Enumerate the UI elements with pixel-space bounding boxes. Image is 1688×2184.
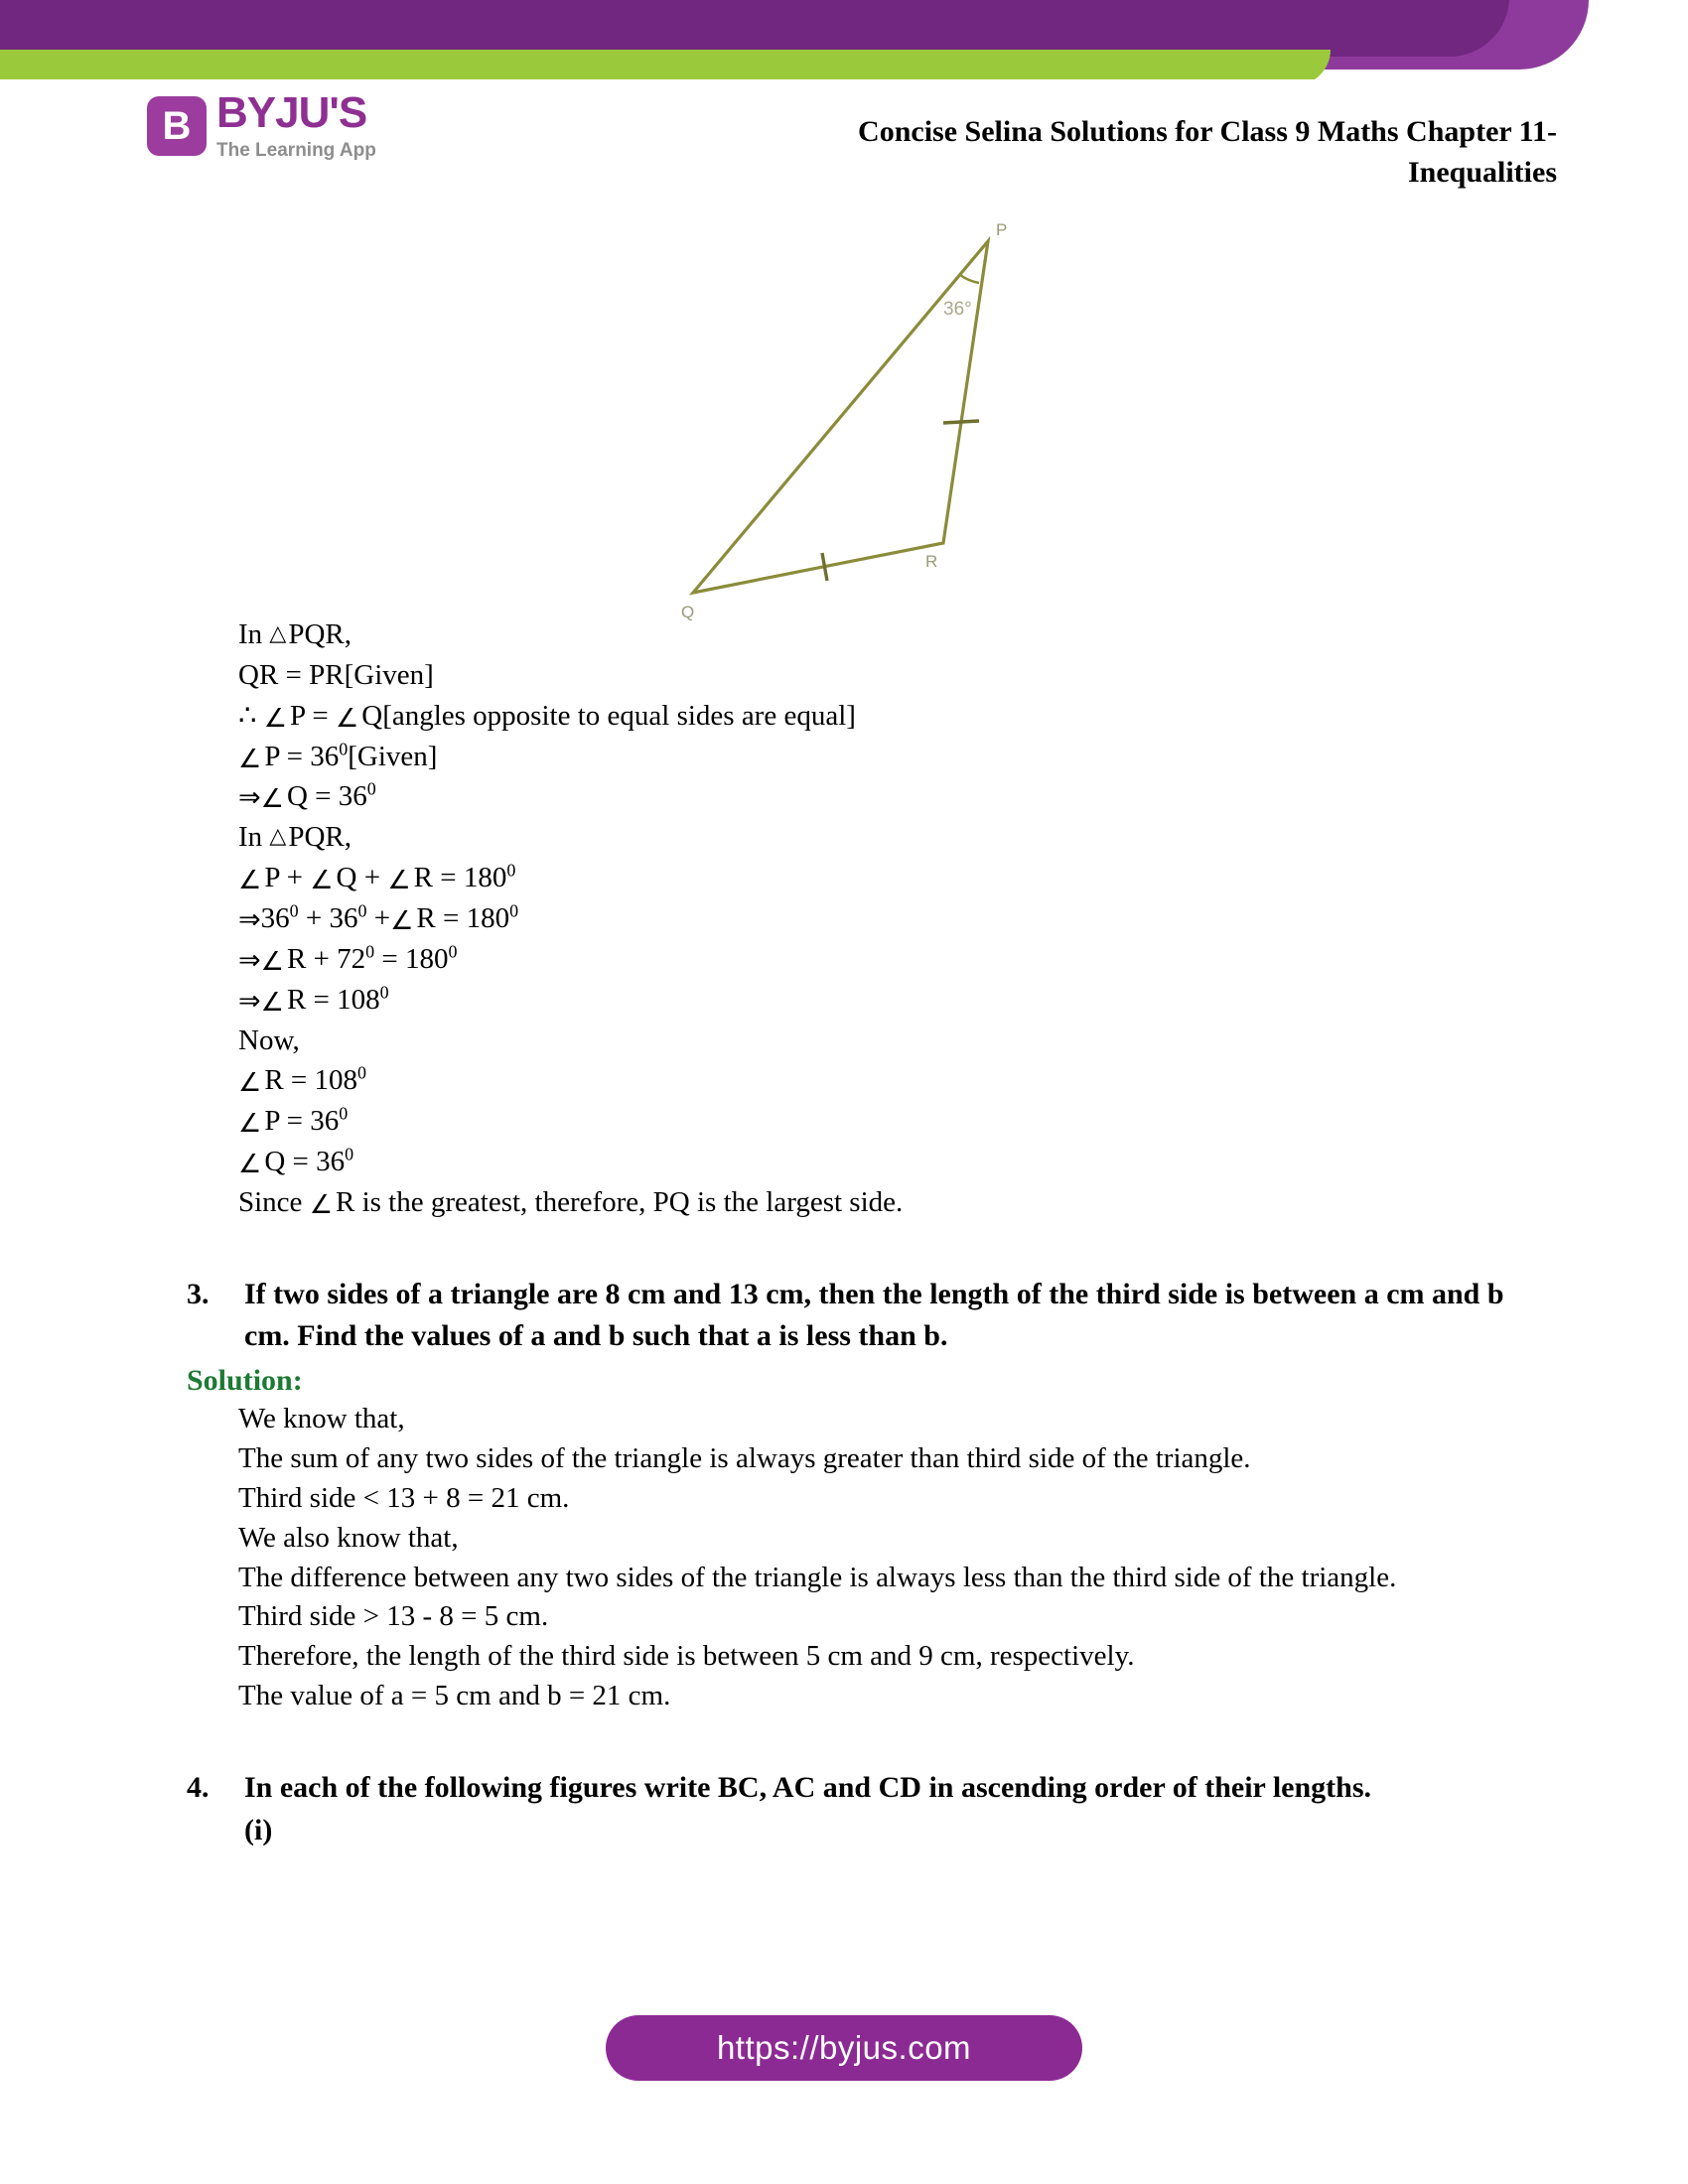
angle-value-label: 36°: [943, 299, 972, 320]
proof-line: [238, 1061, 1489, 1100]
vertex-label-q: Q: [681, 603, 695, 621]
angle-symbol-icon: ∠: [238, 1150, 262, 1180]
degree-superscript: 0: [365, 941, 375, 962]
proof-text: R is the greatest, therefore, PQ is the largest side.: [336, 1186, 904, 1219]
proof-text: [Given]: [348, 740, 438, 772]
solution-line: The difference between any two sides of the triangle is always less than the third side of the triangle.: [238, 1561, 1397, 1593]
angle-arc-at-p: [960, 275, 979, 283]
degree-superscript: 0: [357, 900, 367, 921]
degree-superscript: 0: [509, 900, 519, 921]
proof-line: [238, 697, 1489, 736]
implies-symbol-icon: ⇒: [238, 782, 261, 814]
footer-url-button[interactable]: [606, 2015, 1082, 2081]
angle-symbol-icon: ∠: [263, 703, 288, 734]
page-header: [0, 69, 1688, 199]
angle-symbol-icon: ∠: [335, 703, 359, 734]
proof-line: [238, 859, 1489, 897]
proof-text: PQR,: [288, 821, 352, 854]
banner-purple-front-shape: [0, 0, 1509, 57]
solution-line: Therefore, the length of the third side is between 5 cm and 9 cm, respectively.: [238, 1640, 1135, 1673]
proof-text: Q = 36: [286, 780, 367, 813]
proof-text: R = 180: [413, 862, 507, 894]
proof-line: [238, 940, 1489, 979]
question-3-solution-label: Solution:: [187, 1364, 303, 1398]
angle-symbol-icon: ∠: [260, 987, 284, 1018]
solution-line: The sum of any two sides of the triangle is always greater than third side of the triangle.: [238, 1441, 1251, 1474]
logo-text-group: [216, 88, 376, 161]
proof-line: QR = PR[Given]: [238, 658, 434, 691]
proof-text: P +: [264, 862, 303, 894]
proof-text: Q = 36: [264, 1146, 346, 1178]
therefore-symbol-icon: ∴: [238, 699, 257, 732]
angle-symbol-icon: ∠: [387, 866, 411, 896]
proof-text: PQR,: [288, 618, 352, 650]
tick-mark-pr: [943, 421, 979, 423]
angle-symbol-icon: ∠: [238, 866, 262, 896]
proof-text: 36: [260, 902, 290, 935]
question-4-text: In each of the following figures write BC, AC and CD in ascending order of their lengths.: [244, 1770, 1372, 1804]
proof-line: [238, 1102, 1489, 1141]
solution-line: We also know that,: [238, 1521, 459, 1554]
question-4-number: 4.: [187, 1770, 210, 1804]
degree-superscript: 0: [289, 900, 299, 921]
solution-line: Third side < 13 + 8 = 21 cm.: [238, 1481, 570, 1514]
byjus-logo-mark-icon: [147, 96, 207, 156]
angle-symbol-icon: ∠: [260, 946, 284, 977]
angle-symbol-icon: ∠: [390, 906, 414, 937]
proof-line: [238, 1183, 1489, 1222]
proof-block-pqr: [238, 615, 1489, 1222]
decorative-top-banner: [0, 0, 1688, 79]
triangle-pqr-figure: [616, 184, 1033, 640]
proof-text: = 180: [381, 942, 449, 975]
vertex-label-p: P: [996, 220, 1008, 239]
proof-text: P = 36: [264, 1105, 340, 1138]
proof-line: [238, 818, 1489, 857]
proof-text: + 36: [305, 902, 358, 935]
page-title-line2: Inequalities: [1407, 156, 1557, 190]
proof-line: Now,: [238, 1024, 300, 1056]
logo-brand-name: BYJU'S: [216, 88, 367, 137]
triangle-symbol-icon: △: [269, 621, 287, 646]
proof-line: [238, 1143, 1489, 1181]
byjus-logo: [147, 88, 376, 161]
page-title-line1: Concise Selina Solutions for Class 9 Maths Chapter 11-: [858, 115, 1557, 148]
degree-superscript: 0: [339, 738, 349, 758]
angle-symbol-icon: ∠: [310, 866, 334, 896]
page-title: [643, 111, 1557, 194]
proof-text: P = 36: [264, 740, 340, 772]
footer-url-label: https://byjus.com: [716, 2029, 972, 2066]
angle-symbol-icon: ∠: [238, 744, 262, 774]
question-4: [0, 1767, 1688, 1810]
implies-symbol-icon: ⇒: [238, 944, 261, 976]
angle-symbol-icon: ∠: [238, 1109, 262, 1140]
implies-symbol-icon: ⇒: [238, 985, 261, 1017]
question-4-sub-item: (i): [244, 1813, 273, 1846]
degree-superscript: 0: [379, 982, 389, 1003]
angle-symbol-icon: ∠: [309, 1190, 333, 1221]
triangle-outline: [693, 241, 988, 593]
degree-superscript: 0: [345, 1144, 354, 1164]
solution-line: Third side > 13 - 8 = 5 cm.: [238, 1600, 549, 1633]
degree-superscript: 0: [357, 1062, 366, 1083]
proof-line: [238, 738, 1489, 776]
triangle-pqr-svg: [616, 184, 1033, 640]
proof-line: [238, 899, 1489, 938]
degree-superscript: 0: [448, 941, 458, 962]
degree-superscript: 0: [366, 778, 376, 799]
question-3-solution-body: [238, 1400, 1529, 1715]
proof-text: Q[angles opposite to equal sides are equal]: [361, 699, 856, 732]
degree-superscript: 0: [339, 1103, 349, 1124]
proof-text: In: [238, 618, 263, 650]
proof-text: Since: [238, 1186, 303, 1219]
angle-symbol-icon: ∠: [238, 1068, 262, 1099]
solution-line: We know that,: [238, 1403, 405, 1435]
question-3-number: 3.: [187, 1277, 210, 1310]
main-content: [0, 615, 1688, 1847]
triangle-symbol-icon: △: [269, 824, 287, 850]
proof-line: [238, 615, 1489, 654]
proof-line: [238, 777, 1489, 816]
degree-superscript: 0: [506, 860, 516, 881]
proof-text: R = 180: [416, 902, 510, 935]
proof-text: In: [238, 821, 263, 854]
proof-text: R + 72: [286, 942, 366, 975]
logo-tagline: The Learning App: [216, 140, 376, 161]
proof-text: P =: [290, 699, 329, 732]
proof-text: +: [373, 902, 391, 935]
angle-symbol-icon: ∠: [260, 784, 284, 815]
proof-text: R = 108: [264, 1064, 358, 1097]
question-3-text: If two sides of a triangle are 8 cm and 13 cm, then the length of the third side is between a cm and b cm. Find the values of a and b such that a is less than b.: [244, 1277, 1504, 1353]
implies-symbol-icon: ⇒: [238, 904, 261, 936]
proof-line: [238, 981, 1489, 1020]
solution-line: The value of a = 5 cm and b = 21 cm.: [238, 1680, 671, 1712]
vertex-label-r: R: [925, 552, 938, 571]
question-3: [0, 1274, 1688, 1358]
proof-text: Q +: [336, 862, 381, 894]
logo-letter: B: [162, 103, 192, 148]
proof-text: R = 108: [286, 983, 380, 1016]
